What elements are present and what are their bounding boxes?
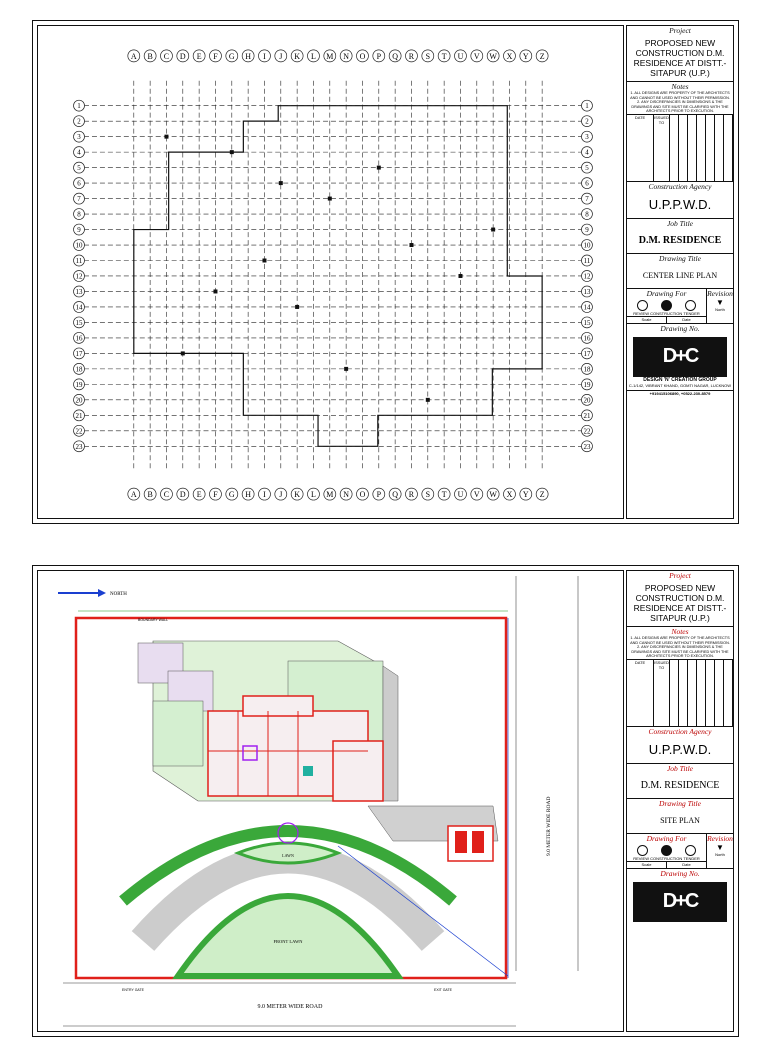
grid-label-14: 14 bbox=[75, 303, 83, 312]
grid-label-16: 16 bbox=[583, 334, 591, 343]
job-block bbox=[627, 764, 733, 799]
grid-label-G: G bbox=[228, 490, 235, 500]
road-bottom-label: 9.0 METER WIDE ROAD bbox=[257, 1004, 323, 1010]
drawing-for-cell bbox=[627, 834, 707, 868]
drawing-for-labels: REVIEW CONSTRUCTION TENDER bbox=[633, 310, 700, 316]
drawing-no-block bbox=[627, 324, 733, 396]
grid-label-8: 8 bbox=[585, 210, 589, 219]
boundary-wall-label: BOUNDARY WALL bbox=[138, 618, 169, 622]
column-marker bbox=[230, 150, 234, 154]
grid-label-I: I bbox=[263, 490, 266, 500]
grid-label-L: L bbox=[311, 490, 316, 500]
issued-label: ISSUED TO bbox=[654, 660, 670, 726]
project-block bbox=[627, 26, 733, 82]
grid-label-7: 7 bbox=[77, 195, 81, 204]
grid-label-A: A bbox=[130, 51, 137, 61]
grid-label-A: A bbox=[130, 490, 137, 500]
firm-name: DESIGN 'N' CREATION GROUP bbox=[643, 376, 717, 383]
drawing-for-head: Drawing For bbox=[646, 833, 687, 843]
grid-label-21: 21 bbox=[75, 411, 83, 420]
grid-label-19: 19 bbox=[583, 380, 591, 389]
firm-address: C-1/142, VIBRANT KHAND, GOMTI NAGAR, LUCKNOW bbox=[628, 382, 732, 388]
grid-label-11: 11 bbox=[75, 256, 83, 265]
site-plan-svg bbox=[38, 571, 623, 1031]
grid-label-E: E bbox=[196, 51, 202, 61]
grid-label-K: K bbox=[294, 490, 301, 500]
drawing-no-head: Drawing No. bbox=[660, 323, 700, 333]
grid-label-18: 18 bbox=[75, 365, 83, 374]
lawn-label: LAWN bbox=[282, 853, 294, 858]
grid-label-S: S bbox=[425, 51, 431, 61]
drawing-title: CENTER LINE PLAN bbox=[642, 270, 718, 280]
north-arrow-icon bbox=[58, 589, 106, 597]
grid-label-Y: Y bbox=[522, 51, 529, 61]
green-lawn-block bbox=[153, 701, 203, 766]
grid-label-23: 23 bbox=[583, 442, 591, 451]
project-block bbox=[627, 571, 733, 627]
residence-building bbox=[208, 696, 383, 801]
revision-head: Revision bbox=[707, 833, 733, 843]
grid-label-N: N bbox=[343, 51, 350, 61]
grid-label-22: 22 bbox=[583, 427, 591, 436]
construction-circle-icon bbox=[661, 845, 672, 856]
grid-label-I: I bbox=[263, 51, 266, 61]
review-circle-icon bbox=[637, 845, 648, 856]
grid-label-1: 1 bbox=[585, 102, 589, 111]
grid-label-3: 3 bbox=[77, 133, 81, 142]
grid-label-8: 8 bbox=[77, 210, 81, 219]
grid-label-1: 1 bbox=[77, 102, 81, 111]
project-text: PROPOSED NEW CONSTRUCTION D.M. RESIDENCE AT DISTT.-SITAPUR (U.P.) bbox=[633, 38, 727, 78]
drawing-sheet-site-plan bbox=[32, 565, 739, 1037]
grid-label-4: 4 bbox=[585, 148, 589, 157]
grid-label-W: W bbox=[489, 51, 497, 61]
grid-label-W: W bbox=[489, 490, 497, 500]
exit-gate-label: EXIT GATE bbox=[434, 988, 452, 992]
column-marker bbox=[377, 166, 381, 170]
column-marker bbox=[458, 274, 462, 278]
drawing-for-block bbox=[627, 289, 733, 324]
grid-label-X: X bbox=[506, 51, 513, 61]
grid-label-E: E bbox=[196, 490, 202, 500]
grid-label-9: 9 bbox=[585, 226, 589, 235]
grid-label-T: T bbox=[441, 490, 447, 500]
grid-label-F: F bbox=[213, 490, 218, 500]
grid-label-Z: Z bbox=[539, 51, 545, 61]
drawing-for-circles bbox=[627, 298, 706, 311]
drawing-for-head: Drawing For bbox=[646, 288, 687, 298]
grid-label-3: 3 bbox=[585, 133, 589, 142]
grid-label-12: 12 bbox=[75, 272, 83, 281]
paved-area bbox=[383, 666, 398, 801]
notes-text: 1. ALL DESIGNS ARE PROPERTY OF THE ARCHITECTS AND CANNOT BE USED WITHOUT THEIR PERMISSION. 2. ANY DISCREPANCIES IN DIMENSIONS & THE DRAWINGS AND SITE MUST BE CLARIFIED WITH THE ARCHITECTS PRIOR TO EXECUTION. bbox=[630, 636, 730, 659]
grid-label-6: 6 bbox=[77, 179, 81, 188]
date-label: DATE bbox=[634, 659, 646, 665]
grid-label-21: 21 bbox=[583, 411, 591, 420]
grid-label-P: P bbox=[376, 490, 382, 500]
grid-label-15: 15 bbox=[75, 318, 83, 327]
center-line-plan-svg bbox=[38, 26, 623, 518]
column-marker bbox=[426, 398, 430, 402]
entry-gate-label: ENTRY GATE bbox=[122, 988, 144, 992]
scale-label: Scale bbox=[641, 861, 652, 867]
construction-circle-icon bbox=[661, 300, 672, 311]
grid-label-L: L bbox=[311, 51, 316, 61]
grid-label-V: V bbox=[473, 490, 480, 500]
agency-name: U.P.P.W.D. bbox=[648, 741, 712, 757]
firm-logo: D+C bbox=[633, 337, 727, 377]
grid-label-B: B bbox=[147, 490, 153, 500]
firm-logo: D+C bbox=[633, 882, 727, 922]
project-text: PROPOSED NEW CONSTRUCTION D.M. RESIDENCE AT DISTT.-SITAPUR (U.P.) bbox=[633, 583, 727, 623]
drawing-for-cell bbox=[627, 289, 707, 323]
north-arrow-icon: ▼ bbox=[716, 297, 724, 307]
date-column bbox=[627, 115, 654, 181]
grid-label-5: 5 bbox=[77, 164, 81, 173]
front-lawn bbox=[178, 896, 398, 976]
date-head: Date bbox=[682, 316, 691, 322]
grid-label-D: D bbox=[179, 490, 186, 500]
column-marker bbox=[328, 197, 332, 201]
agency-block bbox=[627, 182, 733, 219]
issued-columns bbox=[654, 115, 733, 181]
scale-cell bbox=[627, 862, 667, 869]
column-marker bbox=[213, 289, 217, 293]
grid-label-J: J bbox=[279, 51, 283, 61]
grid-label-20: 20 bbox=[583, 396, 591, 405]
grid-label-13: 13 bbox=[75, 287, 83, 296]
issued-columns bbox=[654, 660, 733, 726]
column-marker bbox=[181, 351, 185, 355]
grid-label-Q: Q bbox=[392, 51, 399, 61]
date-cell bbox=[667, 862, 706, 869]
column-marker bbox=[409, 243, 413, 247]
drawing-title-block bbox=[627, 254, 733, 289]
drawing-title-head: Drawing Title bbox=[659, 253, 701, 263]
center-line-plan-drawing bbox=[37, 25, 624, 519]
drawing-title: SITE PLAN bbox=[660, 815, 700, 825]
notes-block bbox=[627, 82, 733, 115]
notes-head: Notes bbox=[671, 82, 689, 91]
scale-date-row bbox=[627, 316, 706, 324]
revision-cell bbox=[707, 289, 733, 323]
job-title: D.M. RESIDENCE bbox=[640, 779, 720, 791]
date-label: DATE bbox=[634, 114, 646, 120]
notes-text: 1. ALL DESIGNS ARE PROPERTY OF THE ARCHITECTS AND CANNOT BE USED WITHOUT THEIR PERMISSION. 2. ANY DISCREPANCIES IN DIMENSIONS & THE DRAWINGS AND SITE MUST BE CLARIFIED WITH THE ARCHITECTS PRIOR TO EXECUTION. bbox=[630, 91, 730, 114]
drawing-no-head: Drawing No. bbox=[660, 868, 700, 878]
grid-label-Q: Q bbox=[392, 490, 399, 500]
grid-label-C: C bbox=[163, 51, 170, 61]
north-label: NORTH bbox=[110, 592, 127, 597]
drawing-for-circles bbox=[627, 843, 706, 856]
grid-label-J: J bbox=[279, 490, 283, 500]
grid-label-16: 16 bbox=[75, 334, 83, 343]
grid-label-N: N bbox=[343, 490, 350, 500]
notes-block bbox=[627, 627, 733, 660]
front-lawn-label: FRONT LAWN bbox=[273, 939, 303, 944]
drawing-title-block bbox=[627, 799, 733, 834]
grid-label-H: H bbox=[245, 51, 252, 61]
grid-label-G: G bbox=[228, 51, 235, 61]
grid-label-5: 5 bbox=[585, 164, 589, 173]
grid-label-U: U bbox=[457, 490, 464, 500]
grid-label-K: K bbox=[294, 51, 301, 61]
project-head: Project bbox=[669, 571, 691, 580]
grid-label-6: 6 bbox=[585, 179, 589, 188]
issued-label: ISSUED TO bbox=[654, 115, 670, 181]
drawing-for-labels: REVIEW CONSTRUCTION TENDER bbox=[633, 855, 700, 861]
column-marker bbox=[279, 181, 283, 185]
grid-label-S: S bbox=[425, 490, 431, 500]
building-outline bbox=[134, 106, 542, 447]
grid-label-D: D bbox=[179, 51, 186, 61]
drawing-no-block bbox=[627, 869, 733, 922]
column-marker bbox=[164, 135, 168, 139]
grid-label-7: 7 bbox=[585, 195, 589, 204]
job-head: Job Title bbox=[666, 763, 694, 773]
grid-label-X: X bbox=[506, 490, 513, 500]
project-head: Project bbox=[669, 26, 691, 35]
column-marker bbox=[344, 367, 348, 371]
north-arrow-icon: ▼ bbox=[716, 842, 724, 852]
grid-label-H: H bbox=[245, 490, 252, 500]
column-marker bbox=[295, 305, 299, 309]
tender-circle-icon bbox=[685, 845, 696, 856]
drawing-sheet-center-line-plan bbox=[32, 20, 739, 524]
job-block bbox=[627, 219, 733, 254]
drawing-title-head: Drawing Title bbox=[659, 798, 701, 808]
grid-label-9: 9 bbox=[77, 226, 81, 235]
grid-label-17: 17 bbox=[75, 349, 83, 358]
grid-label-Z: Z bbox=[539, 490, 545, 500]
scale-date-row bbox=[627, 861, 706, 869]
guard-room bbox=[448, 826, 493, 861]
grid-label-B: B bbox=[147, 51, 153, 61]
firm-phone: +919415106890, +0522-230-8579 bbox=[627, 390, 733, 396]
guard-room-block bbox=[455, 831, 467, 853]
grid-label-U: U bbox=[457, 51, 464, 61]
grid-label-O: O bbox=[359, 490, 366, 500]
north-label: North bbox=[715, 851, 725, 857]
guard-room-block bbox=[472, 831, 484, 853]
grid-label-15: 15 bbox=[583, 318, 591, 327]
grid-label-18: 18 bbox=[583, 365, 591, 374]
grid-label-O: O bbox=[359, 51, 366, 61]
grid-label-12: 12 bbox=[583, 272, 591, 281]
grid-label-19: 19 bbox=[75, 380, 83, 389]
grid-label-M: M bbox=[326, 51, 334, 61]
grid-label-14: 14 bbox=[583, 303, 591, 312]
review-circle-icon bbox=[637, 300, 648, 311]
drawing-for-block bbox=[627, 834, 733, 869]
north-label: North bbox=[715, 306, 725, 312]
grid-label-R: R bbox=[408, 51, 415, 61]
job-head: Job Title bbox=[666, 218, 694, 228]
grid-label-2: 2 bbox=[77, 117, 81, 126]
grid-label-Y: Y bbox=[522, 490, 529, 500]
grid-label-10: 10 bbox=[75, 241, 83, 250]
agency-block bbox=[627, 727, 733, 764]
grid-label-13: 13 bbox=[583, 287, 591, 296]
date-cell bbox=[667, 317, 706, 324]
tender-circle-icon bbox=[685, 300, 696, 311]
grid-label-4: 4 bbox=[77, 148, 81, 157]
scale-label: Scale bbox=[641, 316, 652, 322]
agency-name: U.P.P.W.D. bbox=[648, 196, 712, 212]
notes-head: Notes bbox=[671, 627, 689, 636]
scale-cell bbox=[627, 317, 667, 324]
title-block bbox=[626, 25, 734, 519]
title-block bbox=[626, 570, 734, 1032]
job-title: D.M. RESIDENCE bbox=[638, 234, 722, 246]
date-column bbox=[627, 660, 654, 726]
revision-cell bbox=[707, 834, 733, 868]
grid-label-M: M bbox=[326, 490, 334, 500]
grid-label-11: 11 bbox=[583, 256, 591, 265]
grid-label-2: 2 bbox=[585, 117, 589, 126]
grid-label-C: C bbox=[163, 490, 170, 500]
grid-label-17: 17 bbox=[583, 349, 591, 358]
agency-head: Construction Agency bbox=[648, 181, 712, 191]
grid-label-10: 10 bbox=[583, 241, 591, 250]
grid-label-20: 20 bbox=[75, 396, 83, 405]
column-marker bbox=[262, 259, 266, 263]
grid-label-F: F bbox=[213, 51, 218, 61]
agency-head: Construction Agency bbox=[648, 726, 712, 736]
grid-label-R: R bbox=[408, 490, 415, 500]
grid-label-22: 22 bbox=[75, 427, 83, 436]
site-plan-drawing bbox=[37, 570, 624, 1032]
road-right-label: 9.0 METER WIDE ROAD bbox=[546, 796, 552, 856]
grid-label-23: 23 bbox=[75, 442, 83, 451]
revision-head: Revision bbox=[707, 288, 733, 298]
issue-table bbox=[627, 660, 733, 727]
grid-label-T: T bbox=[441, 51, 447, 61]
grid-label-P: P bbox=[376, 51, 382, 61]
date-head: Date bbox=[682, 861, 691, 867]
column-marker bbox=[491, 228, 495, 232]
grid-label-V: V bbox=[473, 51, 480, 61]
issue-table bbox=[627, 115, 733, 182]
